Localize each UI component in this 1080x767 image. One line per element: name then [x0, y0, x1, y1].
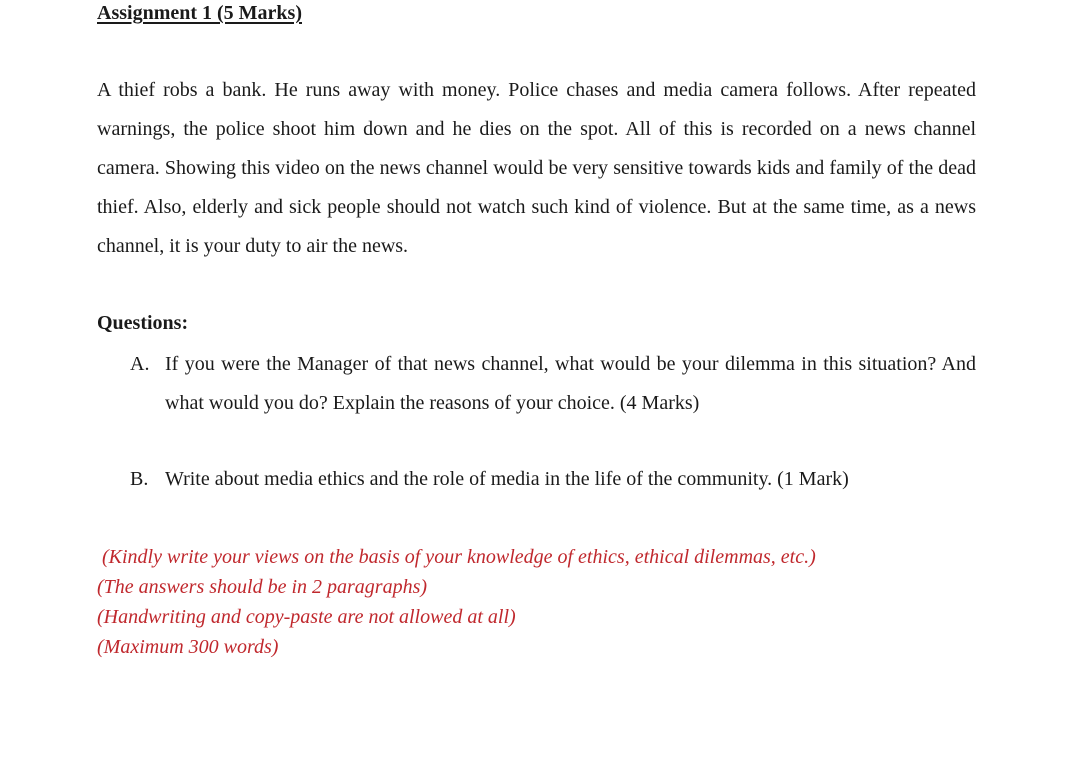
- question-a-marker: A.: [130, 353, 150, 375]
- note-word-limit: (Maximum 300 words): [97, 636, 279, 658]
- note-views-basis: (Kindly write your views on the basis of your knowledge of ethics, ethical dilemmas, etc.): [102, 546, 816, 568]
- question-b-text: Write about media ethics and the role of media in the life of the community. (1 Mark): [165, 468, 849, 490]
- scenario-paragraph: A thief robs a bank. He runs away with money. Police chases and media camera follows. After repeated warnings, the police shoot him down and he dies on the spot. All of this is recorded on a news channel camera. Showing this video on the news channel would be very sensitive towards kids and family of the dead thief. Also, elderly and sick people should not watch such kind of violence. But at the same time, as a news channel, it is your duty to air the news.: [97, 79, 976, 257]
- assignment-title: Assignment 1 (5 Marks): [97, 2, 302, 24]
- question-a-text: If you were the Manager of that news channel, what would be your dilemma in this situation? And what would you do? Explain the reasons of your choice. (4 Marks): [165, 353, 976, 414]
- question-a: [130, 345, 976, 423]
- note-no-copy-paste: (Handwriting and copy-paste are not allowed at all): [97, 606, 516, 628]
- questions-heading: Questions:: [97, 312, 189, 334]
- instruction-notes: [97, 542, 816, 662]
- question-b: [130, 460, 976, 499]
- question-b-marker: B.: [130, 468, 149, 490]
- note-paragraph-count: (The answers should be in 2 paragraphs): [97, 576, 428, 598]
